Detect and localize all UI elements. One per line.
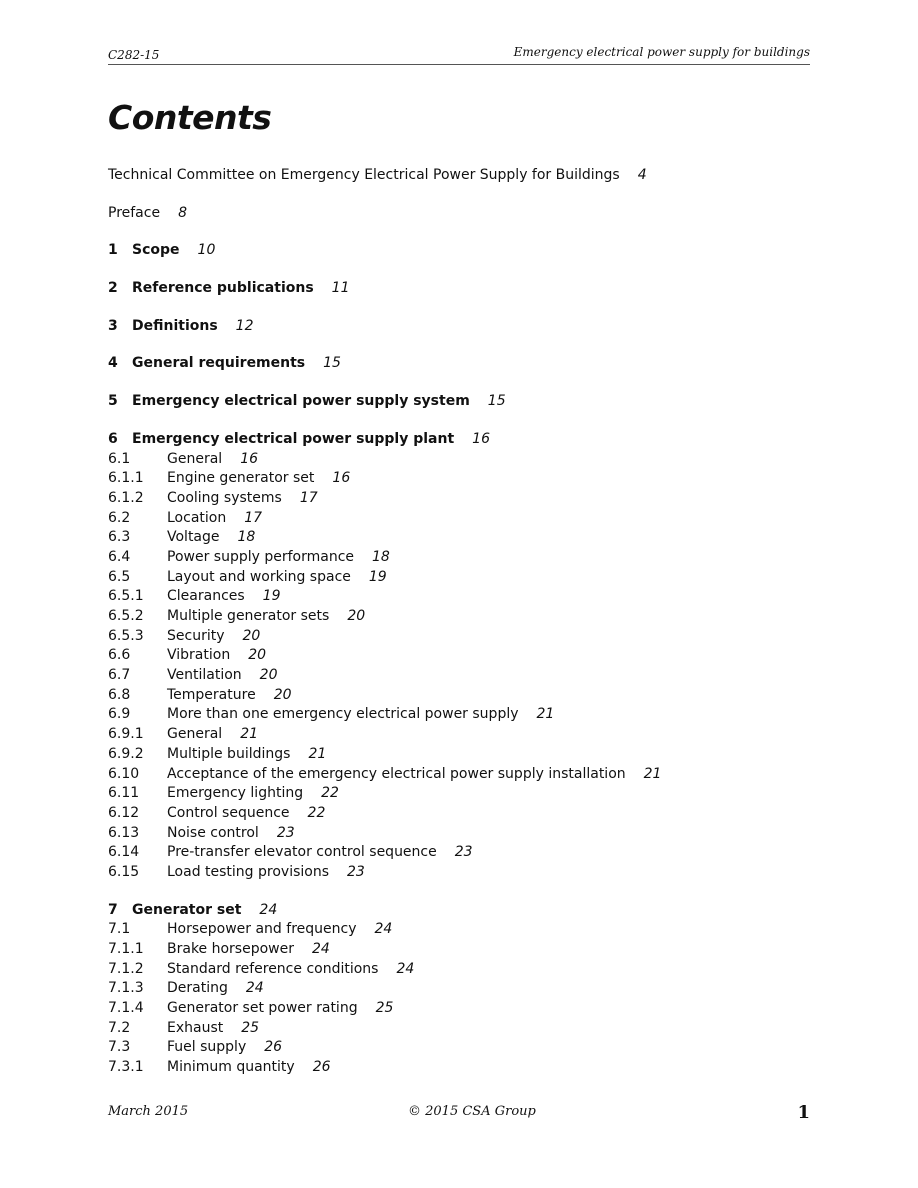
toc-entry-label: General requirements xyxy=(132,355,306,372)
toc-entry-page: 12 xyxy=(235,317,254,334)
toc-entry-number: 1 xyxy=(108,242,118,259)
toc-entry-page: 23 xyxy=(454,844,473,861)
toc-entry-page: 15 xyxy=(323,355,341,372)
toc-entry-page: 11 xyxy=(331,280,350,297)
toc-entry-page: 18 xyxy=(237,529,256,546)
toc-entry-label: Acceptance of the emergency electrical power supply installation xyxy=(167,765,626,782)
toc-entry-label: Vibration xyxy=(167,647,231,664)
toc-entry-label: Generator set xyxy=(132,901,242,918)
toc-entry[interactable] xyxy=(108,1058,808,1078)
toc-entry[interactable] xyxy=(108,450,808,470)
toc-entry-label: Power supply performance xyxy=(167,548,355,565)
toc-entry-number: 6.6 xyxy=(108,647,131,664)
toc-entry[interactable] xyxy=(108,646,808,666)
toc-entry-label: More than one emergency electrical power supply xyxy=(167,706,519,723)
toc-entry-number: 7.1.4 xyxy=(108,1000,144,1017)
toc-entry-number: 6.9.2 xyxy=(108,745,144,762)
toc-entry[interactable] xyxy=(108,804,808,824)
toc-entry-page: 19 xyxy=(368,568,387,585)
toc-entry-page: 23 xyxy=(347,863,365,880)
toc-entry[interactable] xyxy=(108,686,808,706)
toc-entry[interactable] xyxy=(108,1019,808,1039)
toc-entry-number: 3 xyxy=(108,317,118,334)
toc-entry-label: Emergency lighting xyxy=(167,785,304,802)
toc-entry-page: 23 xyxy=(276,824,295,841)
toc-entry-number: 6.1 xyxy=(108,450,131,467)
toc-entry-number: 6.7 xyxy=(108,667,131,684)
toc-entry-page: 26 xyxy=(264,1039,283,1056)
toc-entry-label: Location xyxy=(167,509,227,526)
toc-entry-page: 24 xyxy=(374,921,393,938)
toc-entry-label: Noise control xyxy=(167,824,259,841)
toc-entry-page: 24 xyxy=(311,941,330,957)
toc-entry-number: 7.2 xyxy=(108,1019,131,1036)
toc-entry-number: 6.2 xyxy=(108,509,131,526)
toc-entry-label: Emergency electrical power supply plant xyxy=(132,430,455,447)
toc-entry[interactable] xyxy=(108,863,808,883)
toc-entry-label: Pre-transfer elevator control sequence xyxy=(167,844,437,861)
toc-entry-page: 24 xyxy=(259,901,278,918)
toc-entry[interactable] xyxy=(108,489,808,509)
toc-entry[interactable] xyxy=(108,607,808,627)
toc-entry-page: 17 xyxy=(299,489,318,506)
toc-entry-page: 20 xyxy=(347,608,366,624)
toc-entry[interactable] xyxy=(108,509,808,529)
toc-entry-label: Horsepower and frequency xyxy=(167,921,357,938)
toc-entry[interactable] xyxy=(108,430,808,450)
toc-entry[interactable] xyxy=(108,528,808,548)
toc-entry-page: 21 xyxy=(240,726,259,743)
toc-entry-number: 6.1.2 xyxy=(108,489,144,506)
toc-entry[interactable] xyxy=(108,392,808,412)
toc-entry-page: 21 xyxy=(643,765,662,782)
toc-entry-number: 6 xyxy=(108,430,118,447)
toc-entry[interactable] xyxy=(108,204,808,224)
toc-entry[interactable] xyxy=(108,999,808,1019)
toc-entry-number: 6.5.1 xyxy=(108,588,144,605)
toc-entry-page: 22 xyxy=(321,785,339,802)
toc-entry[interactable] xyxy=(108,920,808,940)
toc-entry-page: 10 xyxy=(197,242,216,259)
toc-entry-label: Scope xyxy=(132,242,180,259)
toc-entry-label: Multiple generator sets xyxy=(167,608,330,624)
toc-entry-label: Engine generator set xyxy=(167,470,315,487)
toc-entry-page: 20 xyxy=(259,667,278,684)
toc-entry-page: 16 xyxy=(240,450,259,467)
toc-entry[interactable] xyxy=(108,940,808,960)
toc-entry-label: Definitions xyxy=(132,317,218,334)
table-of-contents xyxy=(108,166,808,1078)
toc-entry-number: 6.9.1 xyxy=(108,726,144,743)
toc-entry-number: 7.1.2 xyxy=(108,960,144,977)
toc-entry-number: 7 xyxy=(108,901,118,918)
toc-entry[interactable] xyxy=(108,279,808,299)
toc-entry-page: 15 xyxy=(487,393,506,410)
toc-entry-number: 6.8 xyxy=(108,686,131,703)
toc-entry-label: General xyxy=(167,450,223,467)
toc-entry[interactable] xyxy=(108,765,808,785)
toc-entry-number: 7.1.3 xyxy=(108,980,144,997)
toc-entry[interactable] xyxy=(108,901,808,921)
toc-entry-page: 20 xyxy=(273,686,292,703)
toc-entry-number: 6.5 xyxy=(108,568,131,585)
toc-entry-page: 19 xyxy=(262,588,281,605)
toc-entry-number: 7.1 xyxy=(108,921,131,938)
toc-entry-label: Derating xyxy=(167,980,228,997)
toc-entry-label: Ventilation xyxy=(167,667,242,684)
toc-entry-number: 6.15 xyxy=(108,863,140,880)
toc-entry-label: Reference publications xyxy=(132,280,314,297)
toc-entry[interactable] xyxy=(108,824,808,844)
toc-entry-number: 7.3 xyxy=(108,1039,131,1056)
toc-entry-number: 6.1.1 xyxy=(108,470,144,487)
toc-entry-number: 6.11 xyxy=(108,785,140,802)
page-footer xyxy=(108,1102,810,1124)
toc-entry-label: Voltage xyxy=(167,529,220,546)
toc-entry-page: 17 xyxy=(244,509,263,526)
toc-entry-label: Cooling systems xyxy=(167,489,282,506)
toc-entry-label: Exhaust xyxy=(167,1019,224,1036)
toc-entry-label: Temperature xyxy=(167,686,256,703)
toc-entry[interactable] xyxy=(108,627,808,647)
footer-copyright: © 2015 CSA Group xyxy=(408,1104,536,1119)
toc-entry[interactable] xyxy=(108,725,808,745)
toc-entry-label: Security xyxy=(167,627,225,644)
toc-entry-number: 6.13 xyxy=(108,824,140,841)
toc-entry-label: Multiple buildings xyxy=(167,745,291,762)
toc-entry[interactable] xyxy=(108,354,808,374)
toc-entry-page: 24 xyxy=(245,980,264,997)
toc-entry[interactable] xyxy=(108,666,808,686)
page-title: Contents xyxy=(108,98,272,137)
toc-entry[interactable] xyxy=(108,241,808,261)
toc-entry-page: 22 xyxy=(307,804,326,821)
page-number: 1 xyxy=(797,1102,810,1123)
document-title: Emergency electrical power supply for buildings xyxy=(513,45,810,59)
toc-entry-number: 6.14 xyxy=(108,844,140,861)
toc-entry[interactable] xyxy=(108,548,808,568)
toc-entry-page: 21 xyxy=(308,745,327,762)
toc-entry[interactable] xyxy=(108,568,808,588)
toc-entry-page: 20 xyxy=(242,627,261,644)
toc-entry-number: 7.1.1 xyxy=(108,941,144,957)
toc-entry[interactable] xyxy=(108,587,808,607)
toc-entry[interactable] xyxy=(108,960,808,980)
toc-entry-label: Technical Committee on Emergency Electrical Power Supply for Buildings xyxy=(108,167,620,183)
toc-entry-number: 6.3 xyxy=(108,529,131,546)
toc-entry[interactable] xyxy=(108,843,808,863)
toc-entry-label: Standard reference conditions xyxy=(167,960,379,977)
toc-entry[interactable] xyxy=(108,784,808,804)
toc-entry-number: 6.5.3 xyxy=(108,627,144,644)
toc-entry-label: Fuel supply xyxy=(167,1039,247,1056)
running-header xyxy=(108,44,810,65)
toc-entry-number: 7.3.1 xyxy=(108,1059,144,1076)
toc-entry[interactable] xyxy=(108,745,808,765)
toc-entry-page: 4 xyxy=(637,167,647,183)
toc-entry[interactable] xyxy=(108,1038,808,1058)
toc-entry-number: 2 xyxy=(108,280,118,297)
toc-entry-label: Load testing provisions xyxy=(167,863,330,880)
toc-entry-page: 21 xyxy=(536,706,555,723)
toc-entry-number: 6.10 xyxy=(108,765,140,782)
toc-entry[interactable] xyxy=(108,317,808,337)
toc-entry-page: 16 xyxy=(332,470,351,487)
toc-entry[interactable] xyxy=(108,469,808,489)
toc-entry-page: 25 xyxy=(241,1019,260,1036)
document-code: C282-15 xyxy=(108,48,160,62)
toc-entry-label: Minimum quantity xyxy=(167,1059,295,1076)
toc-entry-page: 26 xyxy=(312,1059,331,1076)
toc-entry[interactable] xyxy=(108,166,808,186)
toc-entry-page: 24 xyxy=(396,960,415,977)
toc-entry-number: 6.12 xyxy=(108,804,140,821)
toc-entry-label: Brake horsepower xyxy=(167,941,294,957)
toc-entry-page: 8 xyxy=(178,204,187,221)
toc-entry-number: 5 xyxy=(108,393,118,410)
toc-entry-number: 6.4 xyxy=(108,548,131,565)
toc-entry-label: Generator set power rating xyxy=(167,1000,358,1017)
toc-entry-label: Emergency electrical power supply system xyxy=(132,393,470,410)
toc-entry-label: Control sequence xyxy=(167,804,290,821)
toc-entry[interactable] xyxy=(108,705,808,725)
toc-entry-number: 6.5.2 xyxy=(108,608,144,624)
toc-entry-number: 4 xyxy=(108,355,118,372)
toc-entry-number: 6.9 xyxy=(108,706,131,723)
toc-entry-label: General xyxy=(167,726,223,743)
toc-entry-page: 20 xyxy=(248,647,267,664)
toc-entry-label: Preface xyxy=(108,204,161,221)
toc-entry-label: Clearances xyxy=(167,588,245,605)
toc-entry[interactable] xyxy=(108,979,808,999)
toc-entry-page: 18 xyxy=(372,548,390,565)
toc-entry-label: Layout and working space xyxy=(167,568,351,585)
toc-entry-page: 25 xyxy=(375,1000,394,1017)
toc-entry-page: 16 xyxy=(472,430,490,447)
footer-date: March 2015 xyxy=(108,1104,189,1119)
